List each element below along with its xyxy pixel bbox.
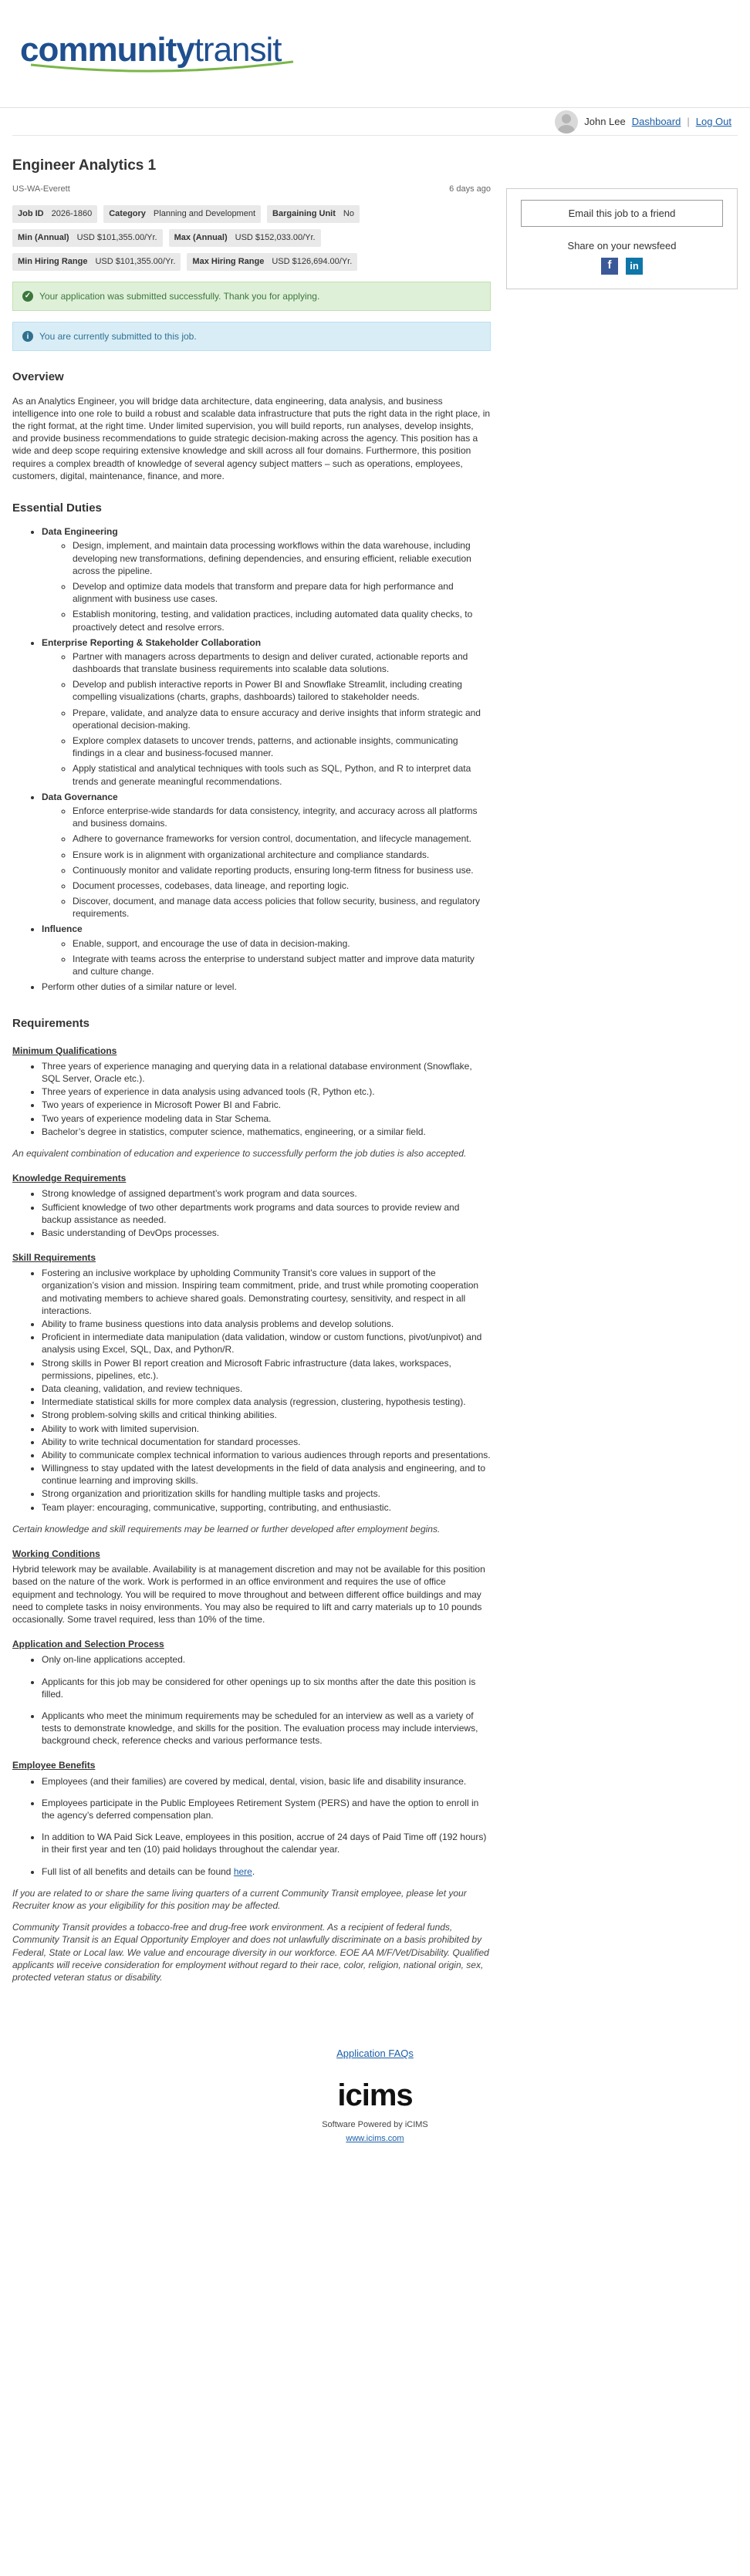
list-item: • Full list of all benefits and details can be found here.	[42, 1865, 491, 1878]
list-item: • Applicants for this job may be considered for other openings up to six months after the date this position is filled.	[42, 1676, 491, 1700]
list-item: ◦ Discover, document, and manage data access policies that follow security, business, and regulatory requirements.	[73, 895, 491, 920]
list-item: • Applicants who meet the minimum requirements may be scheduled for an interview as well as a variety of tests to demonstrate knowledge, and skills for the position. The evaluation process may include interviews, background check, reference checks and various performance tests.	[42, 1710, 491, 1747]
duties-heading: Essential Duties	[12, 501, 102, 515]
email-job-button[interactable]: Email this job to a friend	[521, 200, 723, 227]
list-item: ◦ Integrate with teams across the enterprise to understand subject matter and improve data maturity and culture change.	[73, 953, 491, 977]
working-conditions-heading: Working Conditions	[12, 1548, 100, 1560]
skill-list	[12, 1267, 491, 1514]
user-bar-separator: |	[687, 115, 690, 127]
site-header	[0, 0, 750, 108]
share-label: Share on your newsfeed	[567, 240, 677, 252]
powered-by-text: Software Powered by iCIMS	[322, 2119, 428, 2129]
knowledge-heading: Knowledge Requirements	[12, 1173, 127, 1184]
min-qual-heading: Minimum Qualifications	[12, 1045, 117, 1056]
list-item: ◦ Adhere to governance frameworks for version control, documentation, and lifecycle management.	[73, 832, 491, 845]
logout-link[interactable]: Log Out	[695, 115, 731, 127]
dashboard-link[interactable]: Dashboard	[631, 115, 681, 127]
duty-group: • Enterprise Reporting & Stakeholder Collaboration ◦ Partner with managers across departments to design and deliver curated, actionable reports and dashboards that translate business requirements into scalable data solutions. ◦ Develop and publish interactive reports in Power BI and Snowflake Streamlit, including creating compelling visualizations (charts, graphs, dashboards) tailored to stakeholder needs. ◦ Prepare, validate, and analyze data to ensure accuracy and derive insights that inform strategic and operational decision-making. ◦ Explore complex datasets to uncover trends, patterns, and actionable insights, communicating findings in a clear and business-focused manner. ◦ Apply statistical and analytical techniques with tools such as SQL, Python, and R to interpret data trends and generate meaningful recommendations.	[42, 636, 491, 788]
duty-group: • Data Governance ◦ Enforce enterprise-wide standards for data consistency, integrity, and accuracy across all platforms and business domains. ◦ Adhere to governance frameworks for version control, documentation, and lifecycle management. ◦ Ensure work is in alignment with organizational architecture and compliance standards. ◦ Continuously monitor and validate reporting products, ensuring long-term fitness for business use. ◦ Document processes, codebases, data lineage, and reporting logic. ◦ Discover, document, and manage data access policies that follow security, business, and regulatory requirements.	[42, 791, 491, 920]
eeo-statement: Community Transit provides a tobacco-free and drug-free work environment. As a recipient of federal funds, Community Transit is an Equal Opportunity Employer and does not unlawfully discriminate on a basis prohibited by Federal, State or Local law. We value and encourage diversity in our workforce. EOE AA M/F/Vet/Disability. Qualified applicants will receive consideration for employment without regard to their race, color, religion, national origin, sex, protected veteran status or disability.	[12, 1922, 489, 1983]
list-item: ◦ Document processes, codebases, data lineage, and reporting logic.	[73, 879, 491, 892]
tag-bargaining-unit: Bargaining Unit No	[267, 205, 360, 223]
list-item: • Strong skills in Power BI report creation and Microsoft Fabric infrastructure (data lakes, workspaces, permissions, pipelines, etc.).	[42, 1357, 491, 1382]
user-bar	[12, 108, 738, 136]
overview-heading: Overview	[12, 370, 64, 384]
share-box	[506, 188, 738, 289]
tag-category: Category Planning and Development	[103, 205, 261, 223]
list-item: • Three years of experience in data analysis using advanced tools (R, Python etc.).	[42, 1085, 491, 1098]
info-circle-icon: i	[22, 331, 33, 342]
list-item: ◦ Enforce enterprise-wide standards for data consistency, integrity, and accuracy across all platforms and business domains.	[73, 805, 491, 829]
benefits-heading: Employee Benefits	[12, 1760, 96, 1771]
tag-min-annual: Min (Annual) USD $101,355.00/Yr.	[12, 229, 163, 247]
job-location: US-WA-Everett	[12, 184, 70, 194]
page-title: Engineer Analytics 1	[12, 157, 157, 174]
logo-swoosh-icon	[31, 60, 293, 76]
application-faqs-link[interactable]: Application FAQs	[336, 2048, 414, 2060]
application-process-heading: Application and Selection Process	[12, 1639, 164, 1650]
benefits-here-link[interactable]: here	[233, 1865, 252, 1877]
duties-list	[12, 525, 491, 993]
page-footer	[0, 2047, 750, 2179]
requirements-heading: Requirements	[12, 1017, 90, 1031]
list-item: • In addition to WA Paid Sick Leave, employees in this position, accrue of 24 days of Paid Time off (192 hours) in their first year and ten (10) paid holidays throughout the calendar year.	[42, 1831, 491, 1855]
tag-max-annual: Max (Annual) USD $152,033.00/Yr.	[169, 229, 321, 247]
facebook-icon[interactable]: f	[601, 258, 618, 275]
list-item: ◦ Develop and optimize data models that transform and prepare data for high performance and alignment with business use cases.	[73, 580, 491, 605]
list-item: • Basic understanding of DevOps processes.	[42, 1227, 491, 1239]
list-item: ◦ Design, implement, and maintain data processing workflows within the data warehouse, including developing new transformations, defining dependencies, and ensuring efficient, reliable execution across the pipeline.	[73, 539, 491, 577]
success-alert: ✓ Your application was submitted successfully. Thank you for applying.	[12, 282, 491, 311]
list-item: ◦ Develop and publish interactive reports in Power BI and Snowflake Streamlit, including creating compelling visualizations (charts, graphs, dashboards) tailored to stakeholder needs.	[73, 678, 491, 703]
list-item: • Two years of experience in Microsoft Power BI and Fabric.	[42, 1099, 491, 1111]
list-item: • Three years of experience managing and querying data in a relational database environment (Snowflake, SQL Server, Oracle etc.).	[42, 1060, 491, 1085]
list-item: • Fostering an inclusive workplace by upholding Community Transit’s core values in support of the organization’s vision and mission. Inspiring team commitment, pride, and trust while promoting cooperation and motivating members to achieve shared goals. Demonstrating courtesy, sensitivity, and respect in all interactions.	[42, 1267, 491, 1317]
related-note: If you are related to or share the same living quarters of a current Community Transit employee, please let your Recruiter know as your eligibility for this position may be affected.	[12, 1887, 467, 1911]
list-item: ◦ Explore complex datasets to uncover trends, patterns, and actionable insights, communicating findings in a clear and business-focused manner.	[73, 734, 491, 759]
overview-text: As an Analytics Engineer, you will bridge data architecture, data engineering, data analysis, and business intelligence into one role to build a robust and scalable data infrastructure that puts the right data in the right place, in the right format, at the right time. Under limited supervision, you will build reports, run analyses, develop insights, and provide business recommendations to guide strategic decision-making across the agency. This position has a wide and deep scope requiring extensive knowledge and skill across all four domains. Furthermore, this position requires a complex breadth of knowledge of several agency subject matters – such as operations, employees, customers, digital, maintenance, finance, and more.	[12, 395, 491, 481]
list-item: • Data cleaning, validation, and review techniques.	[42, 1383, 491, 1395]
list-item: • Only on-line applications accepted.	[42, 1653, 491, 1666]
working-conditions-text: Hybrid telework may be available. Availability is at management discretion and may not be available for this position based on the nature of the work. Work is performed in an office environment and requires the use of office equipment and technology. You will be required to move throughout and between different office buildings and may need to complete tasks in noisy environments. You may also be required to lift and carry materials up to 10 pounds occasionally. Some travel required, less than 10% of the time.	[12, 1564, 485, 1625]
icims-url-link[interactable]: www.icims.com	[346, 2134, 404, 2144]
list-item: ◦ Enable, support, and encourage the use of data in decision-making.	[73, 937, 491, 950]
list-item: • Willingness to stay updated with the latest developments in the field of data analysis and engineering, and to continue learning and improving skills.	[42, 1462, 491, 1487]
duty-group: • Influence ◦ Enable, support, and encourage the use of data in decision-making. ◦ Integrate with teams across the enterprise to understand subject matter and improve data maturity and culture change.	[42, 923, 491, 977]
list-item: ◦ Apply statistical and analytical techniques with tools such as SQL, Python, and R to interpret data trends and generate meaningful recommendations.	[73, 762, 491, 787]
tag-job-id: Job ID 2026-1860	[12, 205, 97, 223]
sidebar	[506, 188, 738, 1993]
list-item: • Strong knowledge of assigned department’s work program and data sources.	[42, 1187, 491, 1200]
info-alert: i You are currently submitted to this job.	[12, 322, 491, 351]
linkedin-icon[interactable]: in	[626, 258, 643, 275]
posted-date: 6 days ago	[449, 184, 491, 194]
list-item: ◦ Prepare, validate, and analyze data to ensure accuracy and derive insights that inform strategic and operational decision-making.	[73, 707, 491, 731]
equivalent-note: An equivalent combination of education and experience to successfully perform the job duties is also accepted.	[12, 1147, 467, 1159]
list-item: • Ability to communicate complex technical information to various audiences through reports and presentations.	[42, 1449, 491, 1461]
list-item: • Ability to write technical documentation for standard processes.	[42, 1436, 491, 1448]
list-item: • Team player: encouraging, communicative, supporting, contributing, and enthusiastic.	[42, 1501, 491, 1514]
benefits-list	[12, 1775, 491, 1878]
tag-max-hiring: Max Hiring Range USD $126,694.00/Yr.	[187, 253, 357, 271]
job-content	[12, 156, 491, 1993]
icims-logo: icims	[337, 2078, 413, 2112]
job-tags	[12, 205, 491, 223]
list-item: • Proficient in intermediate data manipulation (data validation, window or custom functions, pivot/unpivot) and analysis using Excel, SQL, Dax, and Python/R.	[42, 1331, 491, 1356]
list-item: ◦ Continuously monitor and validate reporting products, ensuring long-term fitness for business use.	[73, 864, 491, 876]
list-item: • Sufficient knowledge of two other departments work programs and data sources to provide review and backup assistance as needed.	[42, 1201, 491, 1226]
tag-min-hiring: Min Hiring Range USD $101,355.00/Yr.	[12, 253, 181, 271]
list-item: • Intermediate statistical skills for more complex data analysis (regression, clustering, hypothesis testing).	[42, 1396, 491, 1408]
min-qual-list	[12, 1060, 491, 1138]
list-item: ◦ Partner with managers across departments to design and deliver curated, actionable reports and dashboards that translate business requirements into scalable data solutions.	[73, 650, 491, 675]
skills-note: Certain knowledge and skill requirements may be learned or further developed after employment begins.	[12, 1523, 441, 1534]
list-item: • Employees (and their families) are covered by medical, dental, vision, basic life and disability insurance.	[42, 1775, 491, 1788]
application-process-list	[12, 1653, 491, 1747]
list-item: • Employees participate in the Public Employees Retirement System (PERS) and have the option to enroll in the agency’s deferred compensation plan.	[42, 1797, 491, 1821]
list-item: ◦ Establish monitoring, testing, and validation practices, including automated data quality checks, to proactively detect and resolve errors.	[73, 608, 491, 633]
logo-text-community: community	[20, 31, 194, 69]
user-name: John Lee	[584, 115, 626, 127]
list-item: • Two years of experience modeling data in Star Schema.	[42, 1112, 491, 1125]
duty-group: • Data Engineering ◦ Design, implement, and maintain data processing workflows within the data warehouse, including developing new transformations, defining dependencies, and ensuring efficient, reliable execution across the pipeline. ◦ Develop and optimize data models that transform and prepare data for high performance and alignment with business use cases. ◦ Establish monitoring, testing, and validation practices, including automated data quality checks, to proactively detect and resolve errors.	[42, 525, 491, 633]
list-item: • Strong problem-solving skills and critical thinking abilities.	[42, 1409, 491, 1421]
list-item: ◦ Ensure work is in alignment with organizational architecture and compliance standards.	[73, 849, 491, 861]
skill-heading: Skill Requirements	[12, 1252, 96, 1264]
list-item: • Ability to frame business questions into data analysis problems and develop solutions.	[42, 1318, 491, 1330]
list-item: • Perform other duties of a similar nature or level.	[42, 981, 491, 993]
logo-text-transit: transit	[194, 31, 282, 69]
knowledge-list	[12, 1187, 491, 1239]
list-item: • Strong organization and prioritization skills for handling multiple tasks and projects.	[42, 1487, 491, 1500]
list-item: • Bachelor’s degree in statistics, computer science, mathematics, engineering, or a similar field.	[42, 1126, 491, 1138]
list-item: • Ability to work with limited supervision.	[42, 1423, 491, 1435]
avatar[interactable]	[555, 110, 578, 133]
check-circle-icon: ✓	[22, 291, 33, 302]
